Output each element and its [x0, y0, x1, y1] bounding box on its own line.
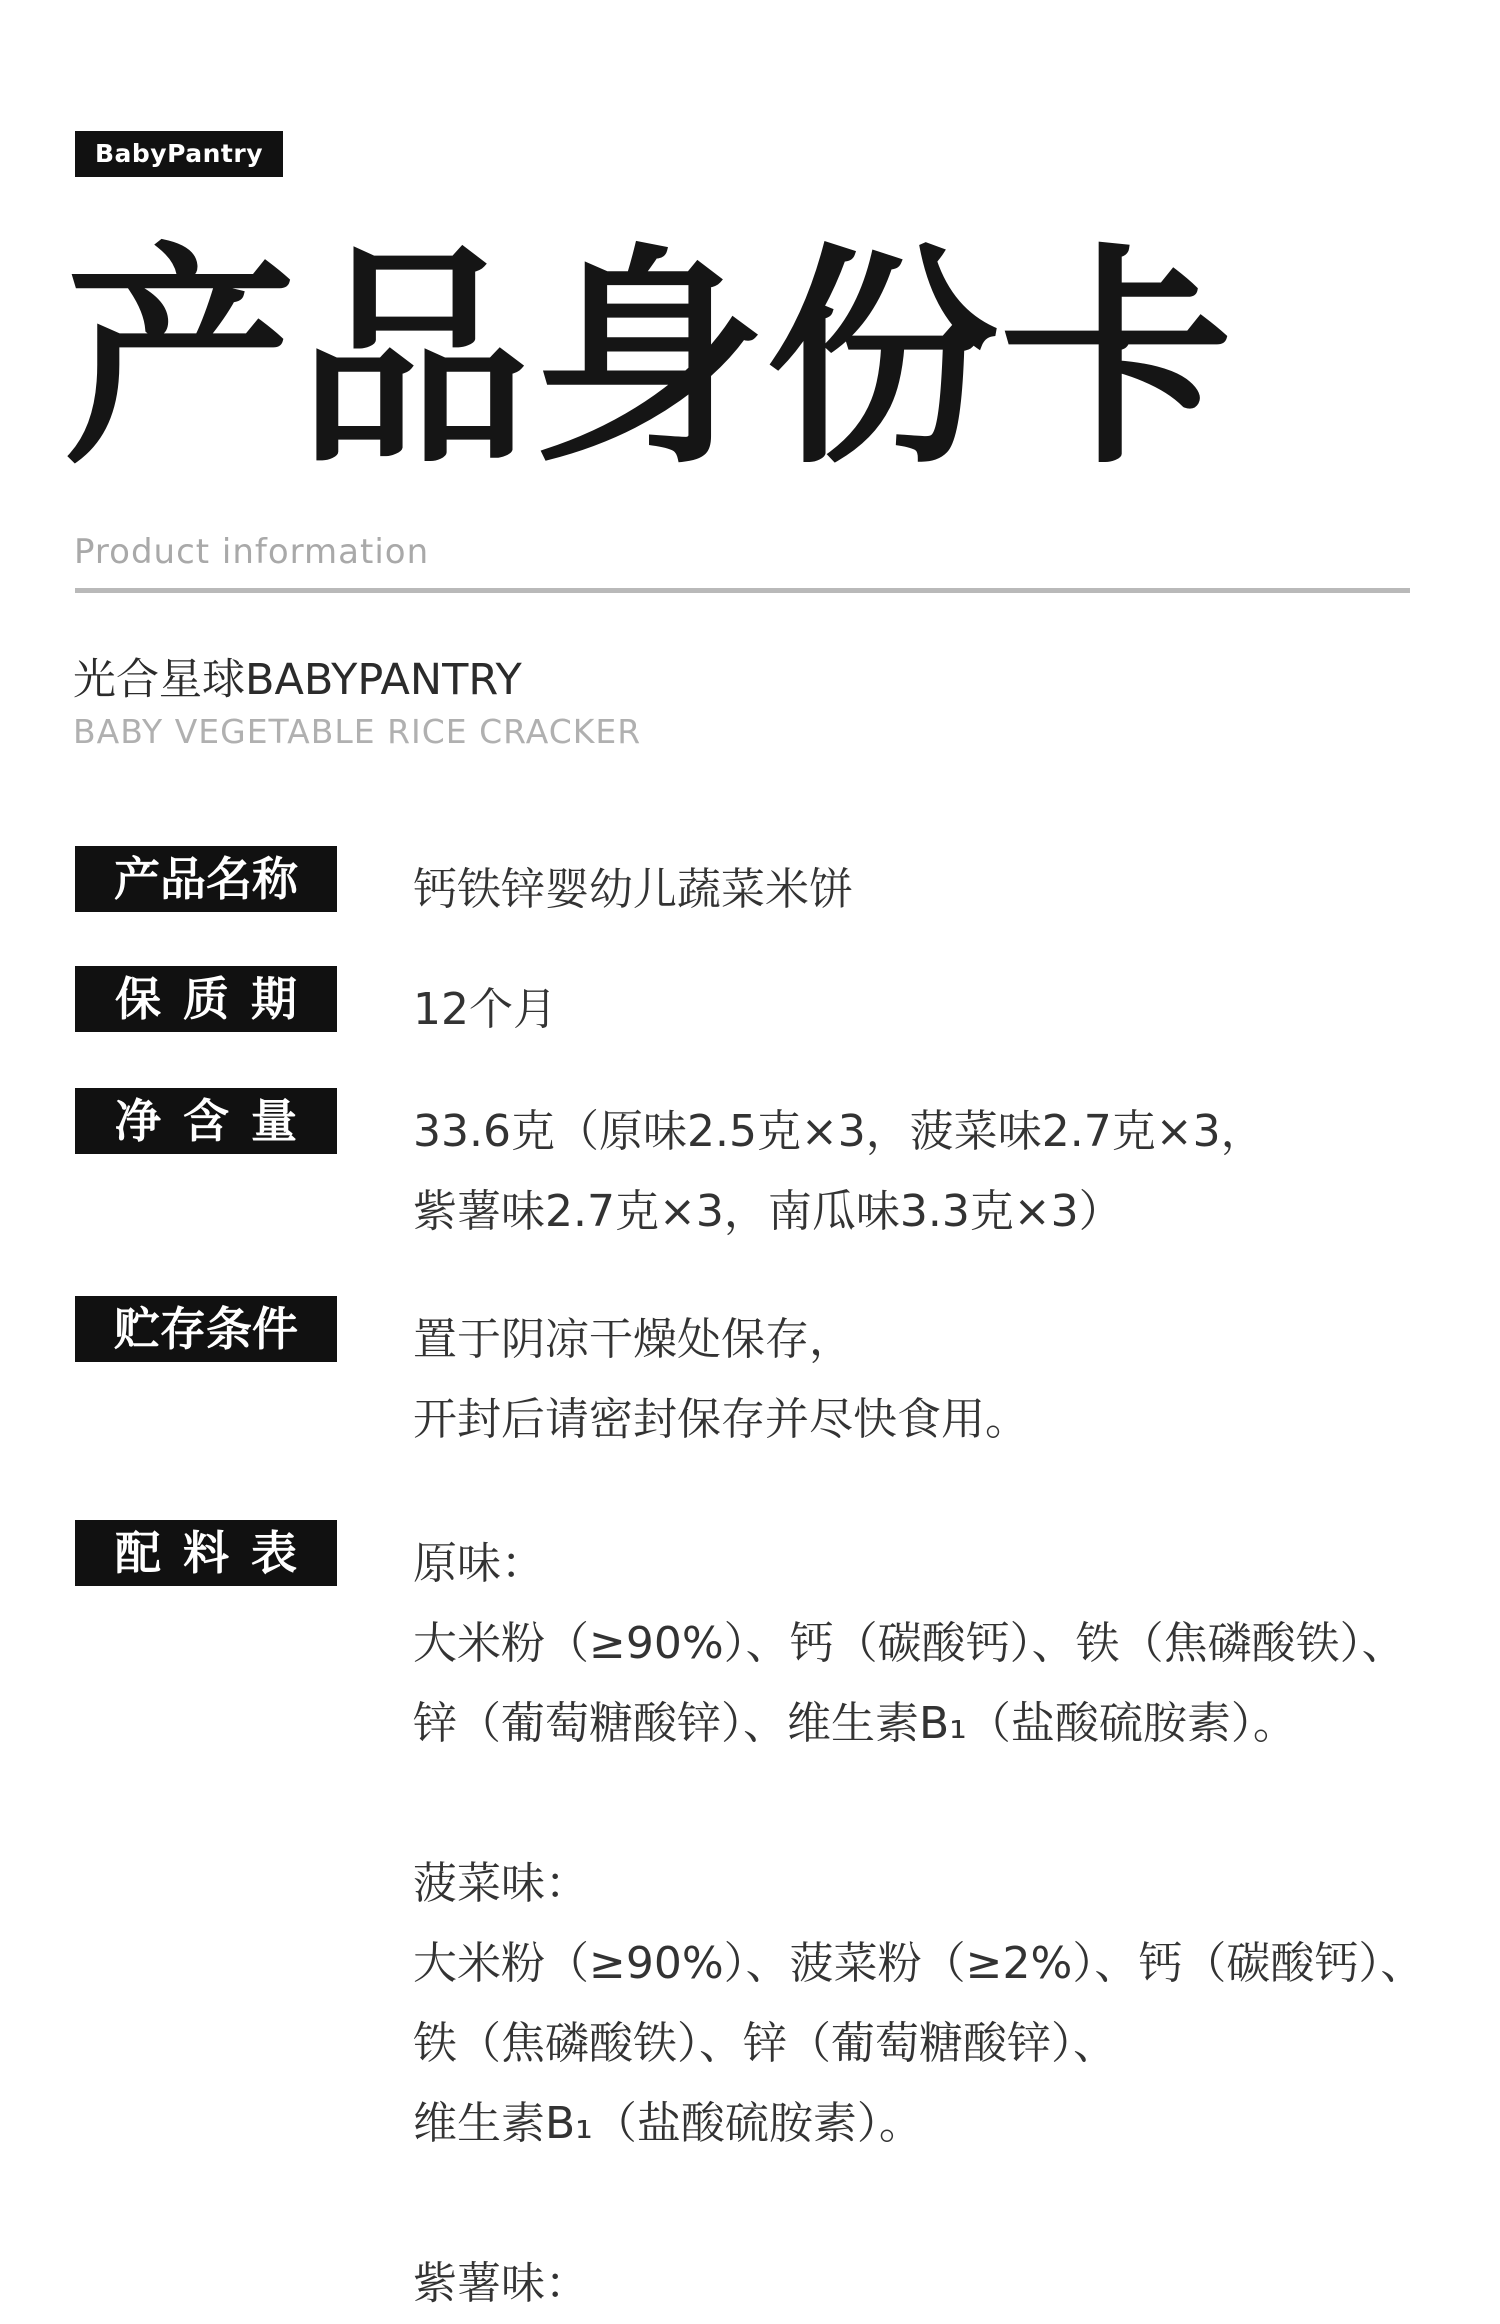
spacer — [413, 2164, 1493, 2244]
ingredient-heading-original: 原味： — [413, 1538, 545, 1589]
label-net-content: 净含量 — [75, 1088, 337, 1154]
ingredient-line: 大米粉（≥90%）、菠菜粉（≥2%）、钙（碳酸钙）、 — [413, 1938, 1425, 1989]
product-english-name: BABY VEGETABLE RICE CRACKER — [73, 712, 642, 751]
ingredient-heading-spinach: 菠菜味： — [413, 1858, 589, 1909]
ingredient-line: 铁（焦磷酸铁）、锌（葡萄糖酸锌）、 — [413, 2018, 1117, 2069]
label-storage: 贮存条件 — [75, 1296, 337, 1362]
brand-tag: BabyPantry — [75, 131, 283, 177]
ingredient-line: 锌（葡萄糖酸锌）、维生素B₁（盐酸硫胺素）。 — [413, 1698, 1297, 1749]
value-shelf-life — [413, 970, 1493, 1050]
page-subtitle: Product information — [74, 532, 430, 572]
value-line: 开封后请密封保存并尽快食用。 — [413, 1394, 1029, 1445]
label-shelf-life: 保质期 — [75, 966, 337, 1032]
value-net-content — [413, 1092, 1493, 1252]
value-line: 紫薯味2.7克×3，南瓜味3.3克×3） — [413, 1186, 1123, 1237]
ingredient-line: 维生素B₁（盐酸硫胺素）。 — [413, 2098, 923, 2149]
value-storage — [413, 1300, 1493, 1460]
value-line: 12个月 — [413, 984, 557, 1035]
value-ingredients — [413, 1524, 1493, 2324]
value-line: 置于阴凉干燥处保存， — [413, 1314, 853, 1365]
spacer — [413, 1764, 1493, 1844]
ingredient-line: 大米粉（≥90%）、钙（碳酸钙）、铁（焦磷酸铁）、 — [413, 1618, 1406, 1669]
page-title: 产品身份卡 — [64, 225, 1235, 495]
value-line: 钙铁锌婴幼儿蔬菜米饼 — [413, 864, 853, 915]
ingredient-heading-purple-potato: 紫薯味： — [413, 2258, 589, 2309]
divider — [75, 588, 1410, 593]
value-product-name — [413, 850, 1493, 930]
value-line: 33.6克（原味2.5克×3，菠菜味2.7克×3， — [413, 1106, 1265, 1157]
label-product-name: 产品名称 — [75, 846, 337, 912]
brand-name: 光合星球BABYPANTRY — [73, 655, 522, 705]
label-ingredients: 配料表 — [75, 1520, 337, 1586]
